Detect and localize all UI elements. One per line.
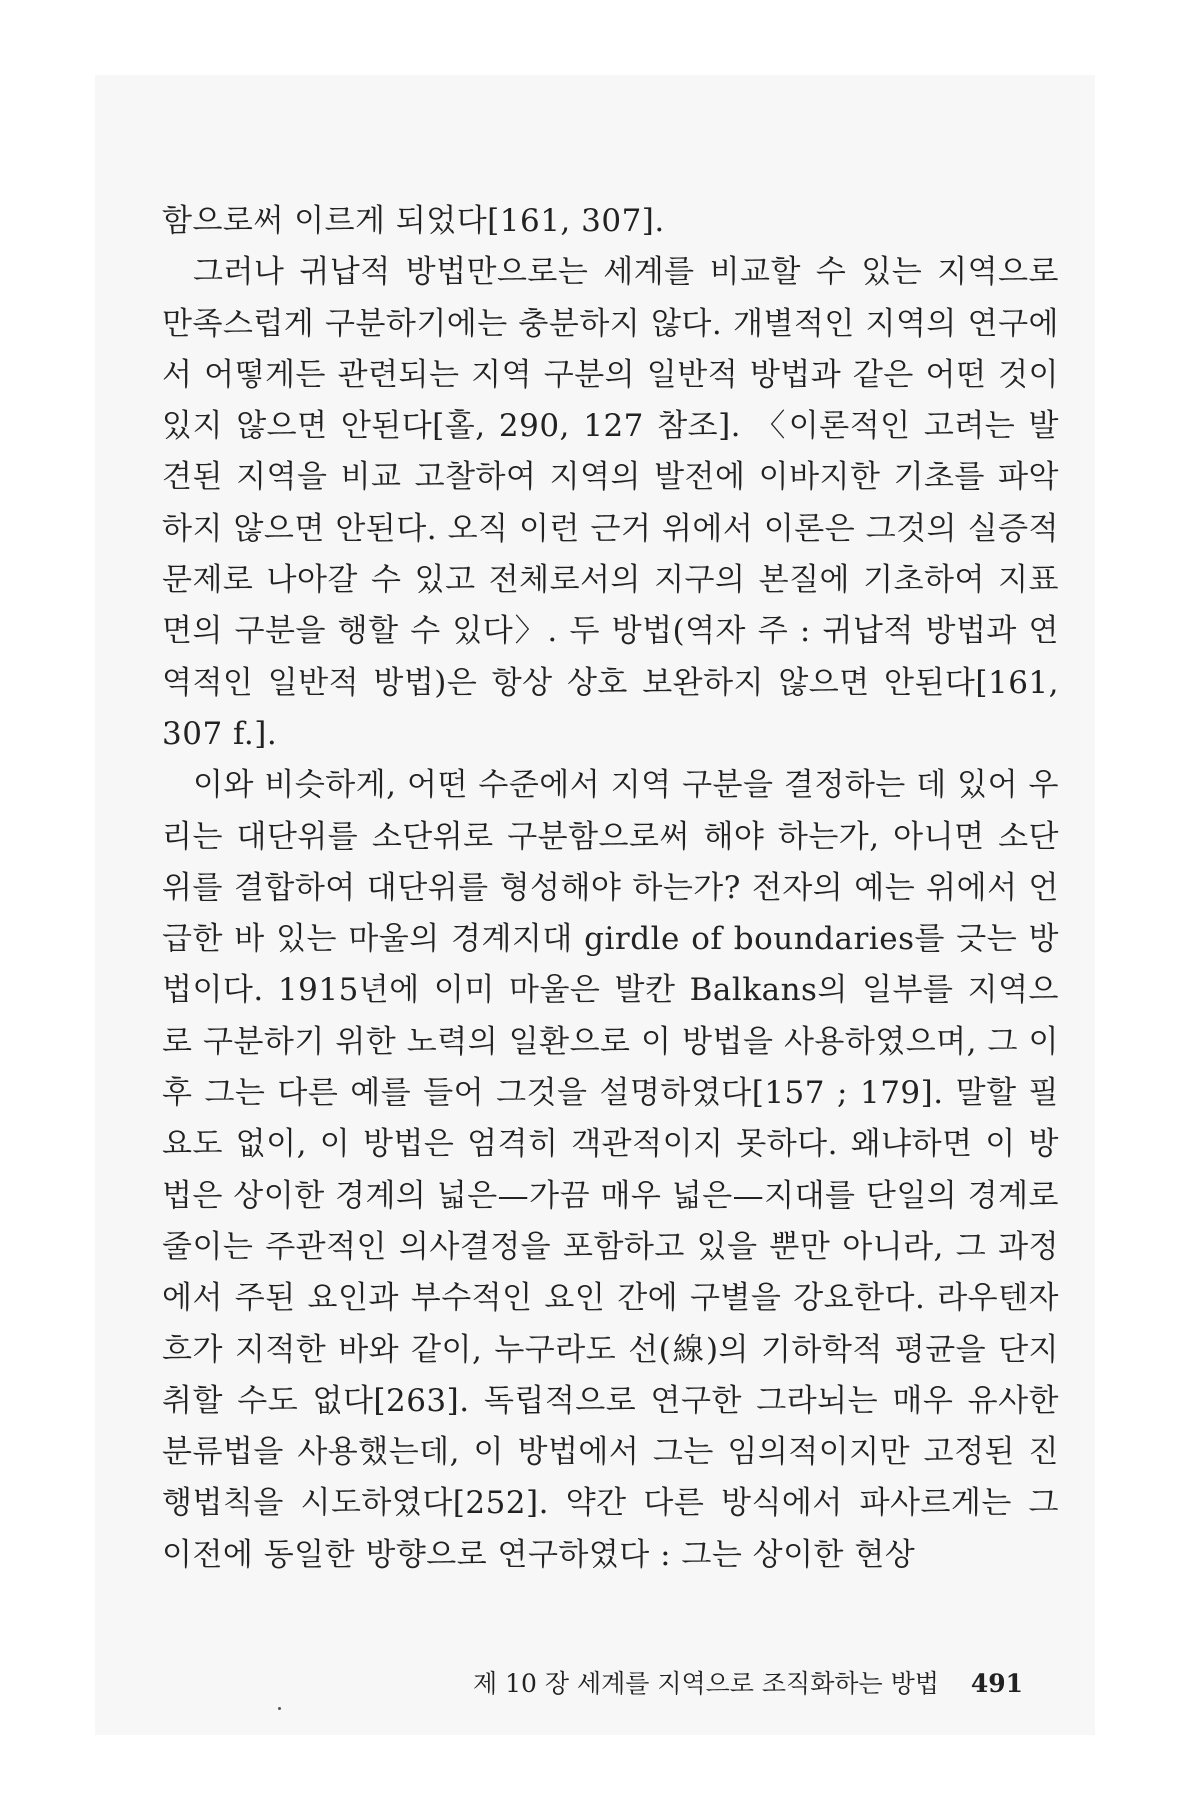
running-title: 제 10 장 세계를 지역으로 조직화하는 방법 <box>473 1669 939 1698</box>
paragraph-3: 이와 비슷하게, 어떤 수준에서 지역 구분을 결정하는 데 있어 우리는 대단위를 소단위로 구분함으로써 해야 하는가, 아니면 소단위를 결합하여 대단위를 형성해야 하는가? 전자의 예는 위에서 언급한 바 있는 마울의 경계지대 girdle of boundaries를 긋는 방법이다. 1915년에 이미 마울은 발칸 Balkans의 일부를 지역으로 구분하기 위한 노력의 일환으로 이 방법을 사용하였으며, 그 이후 그는 다른 예를 들어 그것을 설명하였다[157 ; 179]. 말할 필요도 없이, 이 방법은 엄격히 객관적이지 못하다. 왜냐하면 이 방법은 상이한 경계의 넓은—가끔 매우 넓은—지대를 단일의 경계로 줄이는 주관적인 의사결정을 포함하고 있을 뿐만 아니라, 그 과정에서 주된 요인과 부수적인 요인 간에 구별을 강요한다. 라우텐자흐가 지적한 바와 같이, 누구라도 선(線)의 기하학적 평균을 단지 취할 수도 없다[263]. 독립적으로 연구한 그라뇌는 매우 유사한 분류법을 사용했는데, 이 방법에서 그는 임의적이지만 고정된 진행법칙을 시도하였다[252]. 약간 다른 방식에서 파사르게는 그 이전에 동일한 방향으로 연구하였다 : 그는 상이한 현상 <box>162 767 1059 1573</box>
page-number: 491 <box>970 1669 1024 1698</box>
scan-speck <box>278 1707 281 1710</box>
paragraph-1: 함으로써 이르게 되었다[161, 307]. <box>162 203 665 239</box>
body-text <box>162 196 1059 1581</box>
paragraph-2: 그러나 귀납적 방법만으로는 세계를 비교할 수 있는 지역으로 만족스럽게 구분하기에는 충분하지 않다. 개별적인 지역의 연구에서 어떻게든 관련되는 지역 구분의 일반적 방법과 같은 어떤 것이 있지 않으면 안된다[홀, 290, 127 참조]. 〈이론적인 고려는 발견된 지역을 비교 고찰하여 지역의 발전에 이바지한 기초를 파악하지 않으면 안된다. 오직 이런 근거 위에서 이론은 그것의 실증적 문제로 나아갈 수 있고 전체로서의 지구의 본질에 기초하여 지표면의 구분을 행할 수 있다〉. 두 방법(역자 주 : 귀납적 방법과 연역적인 일반적 방법)은 항상 상호 보완하지 않으면 안된다[161, 307 f.]. <box>162 254 1059 752</box>
page-footer <box>473 1669 1023 1699</box>
